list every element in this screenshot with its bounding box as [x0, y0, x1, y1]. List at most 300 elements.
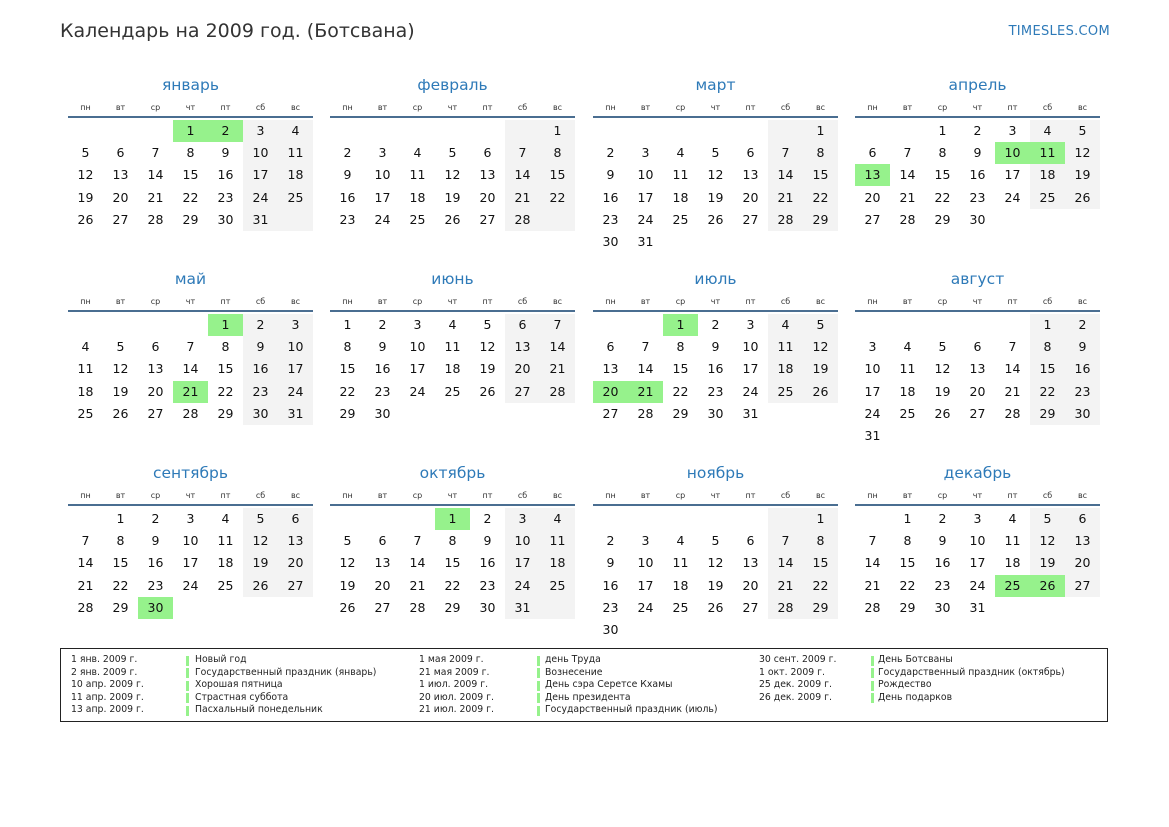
- month-name: ноябрь: [686, 464, 745, 482]
- day-cell: 24: [182, 577, 199, 593]
- legend-date: 30 сент. 2009 г.: [759, 654, 837, 665]
- day-cell: 28: [182, 405, 199, 421]
- day-cell: 28: [637, 405, 654, 421]
- day-cell: 18: [549, 555, 566, 571]
- day-cell: 5: [256, 511, 265, 526]
- day-cell: 30: [602, 622, 619, 637]
- day-cell: 20: [1074, 555, 1091, 571]
- legend-holiday-name: День подарков: [878, 691, 953, 703]
- day-cell: 27: [1074, 577, 1091, 593]
- brand-link[interactable]: TIMESLES.COM: [1008, 24, 1110, 39]
- day-cell: 18: [444, 361, 461, 377]
- day-cell: 26: [252, 577, 269, 593]
- day-cell: 22: [934, 189, 951, 205]
- day-cell: 28: [1004, 405, 1021, 421]
- day-cell: 11: [1004, 533, 1021, 549]
- day-cell: 17: [514, 555, 531, 571]
- day-cell: 10: [287, 339, 304, 355]
- weekday-label: ср: [675, 103, 686, 112]
- day-cell: 25: [409, 211, 426, 227]
- day-cell: 30: [217, 211, 234, 227]
- holiday-day-cell: 20: [593, 381, 628, 403]
- weekday-label: вт: [902, 103, 913, 112]
- day-cell: 5: [116, 339, 125, 355]
- day-cell: 12: [444, 167, 461, 183]
- day-cell: 2: [938, 511, 947, 526]
- legend-marker: [537, 656, 540, 666]
- day-cell: 29: [112, 599, 129, 615]
- day-cell: 30: [934, 599, 951, 615]
- day-cell: 28: [514, 211, 531, 227]
- legend-holiday-name: Новый год: [195, 654, 247, 665]
- day-cell: 9: [938, 533, 947, 549]
- weekday-label: чт: [972, 103, 983, 112]
- day-cell: 13: [374, 555, 391, 571]
- legend-date: 1 июл. 2009 г.: [419, 679, 489, 690]
- day-cell: 19: [444, 189, 461, 205]
- day-cell: 9: [483, 533, 492, 549]
- day-cell: 28: [899, 211, 916, 227]
- day-cell: 7: [781, 145, 790, 161]
- legend-marker: [186, 706, 189, 716]
- day-cell: 27: [287, 577, 304, 593]
- day-cell: 6: [151, 339, 160, 355]
- legend-holiday-name: Страстная суббота: [195, 691, 289, 703]
- legend-holiday-name: Государственный праздник (июль): [545, 704, 718, 715]
- legend-date: 1 янв. 2009 г.: [71, 654, 138, 665]
- day-cell: 16: [602, 189, 619, 205]
- legend-date: 25 дек. 2009 г.: [759, 679, 832, 690]
- weekday-label: ср: [675, 297, 686, 306]
- weekday-label: чт: [710, 297, 721, 306]
- weekday-label: вс: [815, 103, 826, 112]
- day-cell: 10: [514, 533, 531, 549]
- day-cell: 26: [707, 211, 724, 227]
- month-name: декабрь: [943, 464, 1012, 482]
- day-cell: 22: [812, 189, 829, 205]
- month-divider: [855, 116, 1100, 118]
- weekday-label: пт: [1007, 297, 1018, 306]
- weekday-label: вс: [290, 103, 301, 112]
- legend-date: 13 апр. 2009 г.: [71, 704, 144, 715]
- day-cell: 13: [969, 361, 986, 377]
- weekday-label: пн: [80, 103, 91, 112]
- day-cell: 13: [514, 339, 531, 355]
- day-cell: 2: [256, 317, 265, 332]
- day-cell: 18: [899, 383, 916, 399]
- month-divider: [330, 116, 575, 118]
- day-cell: 27: [602, 405, 619, 421]
- legend-date: 1 мая 2009 г.: [419, 654, 484, 665]
- day-cell: 21: [777, 189, 794, 205]
- day-cell: 11: [672, 555, 689, 571]
- day-cell: 3: [1008, 123, 1017, 138]
- day-cell: 24: [637, 599, 654, 615]
- day-cell: 10: [637, 167, 654, 183]
- day-cell: 1: [116, 511, 125, 526]
- holiday-day-cell: 21: [173, 381, 208, 403]
- holiday-day-cell: 1: [435, 508, 470, 530]
- day-cell: 19: [77, 189, 94, 205]
- legend-holiday-name: Государственный праздник (октябрь): [878, 666, 1065, 678]
- day-cell: 25: [217, 577, 234, 593]
- month-divider: [68, 504, 313, 506]
- holiday-day-cell: 2: [208, 120, 243, 142]
- weekday-label: пн: [867, 297, 878, 306]
- day-cell: 27: [969, 405, 986, 421]
- day-cell: 3: [973, 511, 982, 526]
- day-cell: 4: [903, 339, 912, 355]
- day-cell: 23: [969, 189, 986, 205]
- day-cell: 17: [287, 361, 304, 377]
- day-cell: 17: [637, 577, 654, 593]
- weekday-label: вс: [815, 491, 826, 500]
- holiday-day-cell: 13: [855, 164, 890, 186]
- weekday-label: вт: [902, 491, 913, 500]
- day-cell: 2: [973, 123, 982, 138]
- day-cell: 21: [1004, 383, 1021, 399]
- day-cell: 19: [252, 555, 269, 571]
- day-cell: 14: [1004, 361, 1021, 377]
- legend-marker: [186, 681, 189, 691]
- weekday-label: вт: [640, 491, 651, 500]
- month-name: июнь: [431, 270, 474, 288]
- day-cell: 1: [938, 123, 947, 138]
- legend-marker: [186, 656, 189, 666]
- day-cell: 6: [746, 533, 755, 549]
- day-cell: 25: [444, 383, 461, 399]
- day-cell: 14: [864, 555, 881, 571]
- weekday-label: пт: [220, 491, 231, 500]
- day-cell: 15: [444, 555, 461, 571]
- legend-holiday-name: Государственный праздник (январь): [195, 666, 377, 678]
- day-cell: 26: [707, 599, 724, 615]
- day-cell: 23: [934, 577, 951, 593]
- weekday-label: ср: [937, 297, 948, 306]
- day-cell: 18: [1004, 555, 1021, 571]
- legend-marker: [871, 693, 874, 703]
- day-cell: 25: [549, 577, 566, 593]
- legend-holiday-name: День президента: [545, 691, 631, 703]
- day-cell: 19: [479, 361, 496, 377]
- weekday-label: пт: [482, 103, 493, 112]
- day-cell: 17: [1004, 167, 1021, 183]
- weekday-label: вс: [552, 103, 563, 112]
- weekday-label: вт: [377, 297, 388, 306]
- day-cell: 3: [291, 317, 300, 332]
- day-cell: 23: [602, 211, 619, 227]
- day-cell: 14: [549, 339, 566, 355]
- day-cell: 2: [151, 511, 160, 526]
- day-cell: 2: [483, 511, 492, 526]
- day-cell: 19: [707, 577, 724, 593]
- day-cell: 13: [742, 555, 759, 571]
- day-cell: 30: [602, 234, 619, 249]
- holiday-day-cell: 11: [1030, 142, 1065, 164]
- day-cell: 14: [777, 555, 794, 571]
- weekday-label: пт: [482, 297, 493, 306]
- day-cell: 7: [186, 339, 195, 355]
- day-cell: 15: [812, 167, 829, 183]
- day-cell: 20: [514, 361, 531, 377]
- weekday-label: сб: [780, 491, 791, 500]
- day-cell: 5: [711, 533, 720, 549]
- day-cell: 6: [868, 145, 877, 161]
- day-cell: 9: [606, 555, 615, 571]
- day-cell: 16: [252, 361, 269, 377]
- day-cell: 24: [637, 211, 654, 227]
- day-cell: 23: [217, 189, 234, 205]
- day-cell: 6: [518, 317, 527, 332]
- day-cell: 2: [1078, 317, 1087, 332]
- day-cell: 15: [182, 167, 199, 183]
- holiday-day-cell: 10: [995, 142, 1030, 164]
- weekday-label: вт: [377, 103, 388, 112]
- weekday-label: сб: [780, 103, 791, 112]
- weekday-label: вт: [115, 103, 126, 112]
- day-cell: 11: [672, 167, 689, 183]
- day-cell: 2: [606, 533, 615, 549]
- day-cell: 5: [711, 145, 720, 161]
- month-divider: [593, 504, 838, 506]
- day-cell: 12: [77, 167, 94, 183]
- day-cell: 9: [711, 339, 720, 355]
- day-cell: 11: [287, 145, 304, 161]
- weekday-label: вс: [1077, 491, 1088, 500]
- weekday-label: сб: [780, 297, 791, 306]
- weekday-label: сб: [255, 103, 266, 112]
- day-cell: 20: [479, 189, 496, 205]
- day-cell: 16: [217, 167, 234, 183]
- day-cell: 15: [339, 361, 356, 377]
- weekday-label: вс: [552, 491, 563, 500]
- day-cell: 15: [217, 361, 234, 377]
- day-cell: 20: [864, 189, 881, 205]
- day-cell: 12: [934, 361, 951, 377]
- day-cell: 24: [252, 189, 269, 205]
- day-cell: 20: [969, 383, 986, 399]
- day-cell: 15: [899, 555, 916, 571]
- day-cell: 5: [81, 145, 90, 161]
- day-cell: 8: [816, 533, 825, 549]
- day-cell: 10: [252, 145, 269, 161]
- day-cell: 8: [1043, 339, 1052, 355]
- weekday-label: вт: [115, 491, 126, 500]
- weekday-label: ср: [675, 491, 686, 500]
- weekday-label: чт: [447, 491, 458, 500]
- weekday-label: сб: [517, 297, 528, 306]
- day-cell: 7: [903, 145, 912, 161]
- day-cell: 23: [339, 211, 356, 227]
- day-cell: 1: [1043, 317, 1052, 332]
- day-cell: 17: [742, 361, 759, 377]
- day-cell: 5: [448, 145, 457, 161]
- day-cell: 18: [777, 361, 794, 377]
- day-cell: 8: [903, 533, 912, 549]
- weekday-label: пн: [867, 491, 878, 500]
- weekday-label: сб: [517, 103, 528, 112]
- day-cell: 17: [637, 189, 654, 205]
- legend-date: 1 окт. 2009 г.: [759, 666, 825, 678]
- day-cell: 18: [1039, 167, 1056, 183]
- day-cell: 29: [182, 211, 199, 227]
- legend-marker: [871, 656, 874, 666]
- day-cell: 12: [707, 555, 724, 571]
- holiday-day-cell: 1: [663, 314, 698, 336]
- day-cell: 16: [479, 555, 496, 571]
- day-cell: 14: [777, 167, 794, 183]
- day-cell: 4: [1043, 123, 1052, 138]
- month-name: январь: [161, 76, 220, 94]
- day-cell: 4: [221, 511, 230, 526]
- day-cell: 22: [549, 189, 566, 205]
- day-cell: 18: [287, 167, 304, 183]
- legend-holiday-name: Хорошая пятница: [195, 679, 283, 690]
- day-cell: 9: [343, 167, 352, 183]
- day-cell: 8: [816, 145, 825, 161]
- day-cell: 20: [742, 577, 759, 593]
- legend-marker: [537, 693, 540, 703]
- weekday-label: пт: [220, 103, 231, 112]
- day-cell: 19: [934, 383, 951, 399]
- holiday-day-cell: 21: [628, 381, 663, 403]
- day-cell: 31: [864, 428, 881, 443]
- day-cell: 28: [147, 211, 164, 227]
- holiday-day-cell: 1: [208, 314, 243, 336]
- day-cell: 27: [147, 405, 164, 421]
- day-cell: 18: [672, 189, 689, 205]
- day-cell: 20: [147, 383, 164, 399]
- day-cell: 31: [252, 211, 269, 227]
- day-cell: 14: [409, 555, 426, 571]
- day-cell: 25: [672, 211, 689, 227]
- legend-holiday-name: Рождество: [878, 679, 932, 690]
- weekday-label: сб: [1042, 103, 1053, 112]
- day-cell: 1: [903, 511, 912, 526]
- day-cell: 26: [339, 599, 356, 615]
- day-cell: 12: [252, 533, 269, 549]
- day-cell: 24: [374, 211, 391, 227]
- day-cell: 12: [112, 361, 129, 377]
- day-cell: 30: [479, 599, 496, 615]
- legend-holiday-name: Вознесение: [545, 666, 603, 678]
- weekday-label: вс: [552, 297, 563, 306]
- day-cell: 22: [899, 577, 916, 593]
- day-cell: 8: [186, 145, 195, 161]
- day-cell: 24: [514, 577, 531, 593]
- weekday-label: чт: [972, 297, 983, 306]
- day-cell: 9: [1078, 339, 1087, 355]
- weekday-label: чт: [972, 491, 983, 500]
- day-cell: 7: [151, 145, 160, 161]
- day-cell: 26: [479, 383, 496, 399]
- day-cell: 12: [1074, 145, 1091, 161]
- day-cell: 26: [1074, 189, 1091, 205]
- day-cell: 14: [514, 167, 531, 183]
- day-cell: 24: [409, 383, 426, 399]
- weekday-label: вс: [290, 297, 301, 306]
- day-cell: 10: [637, 555, 654, 571]
- day-cell: 13: [287, 533, 304, 549]
- day-cell: 29: [444, 599, 461, 615]
- weekday-label: вт: [640, 103, 651, 112]
- month-name: май: [174, 270, 207, 288]
- day-cell: 21: [777, 577, 794, 593]
- day-cell: 8: [676, 339, 685, 355]
- day-cell: 22: [217, 383, 234, 399]
- day-cell: 17: [252, 167, 269, 183]
- day-cell: 18: [217, 555, 234, 571]
- day-cell: 5: [1043, 511, 1052, 526]
- day-cell: 6: [1078, 511, 1087, 526]
- day-cell: 13: [147, 361, 164, 377]
- weekday-label: пт: [1007, 103, 1018, 112]
- weekday-label: вт: [377, 491, 388, 500]
- day-cell: 5: [938, 339, 947, 355]
- month-name: октябрь: [419, 464, 486, 482]
- weekday-label: ср: [937, 103, 948, 112]
- day-cell: 7: [868, 533, 877, 549]
- weekday-label: чт: [447, 103, 458, 112]
- month-divider: [68, 310, 313, 312]
- day-cell: 27: [864, 211, 881, 227]
- day-cell: 20: [287, 555, 304, 571]
- day-cell: 22: [672, 383, 689, 399]
- weekday-label: вс: [815, 297, 826, 306]
- day-cell: 15: [812, 555, 829, 571]
- day-cell: 17: [409, 361, 426, 377]
- day-cell: 12: [707, 167, 724, 183]
- day-cell: 3: [413, 317, 422, 332]
- weekday-label: чт: [710, 103, 721, 112]
- day-cell: 13: [742, 167, 759, 183]
- day-cell: 12: [339, 555, 356, 571]
- day-cell: 27: [742, 211, 759, 227]
- day-cell: 27: [112, 211, 129, 227]
- day-cell: 10: [864, 361, 881, 377]
- day-cell: 5: [483, 317, 492, 332]
- day-cell: 29: [339, 405, 356, 421]
- month-name: июль: [694, 270, 737, 288]
- day-cell: 28: [777, 599, 794, 615]
- legend-holiday-name: день Труда: [545, 654, 601, 665]
- day-cell: 6: [483, 145, 492, 161]
- day-cell: 27: [479, 211, 496, 227]
- day-cell: 13: [112, 167, 129, 183]
- day-cell: 17: [864, 383, 881, 399]
- day-cell: 26: [934, 405, 951, 421]
- day-cell: 11: [217, 533, 234, 549]
- day-cell: 30: [969, 211, 986, 227]
- day-cell: 12: [479, 339, 496, 355]
- weekday-label: пн: [80, 491, 91, 500]
- day-cell: 18: [672, 577, 689, 593]
- day-cell: 2: [343, 145, 352, 161]
- holiday-day-cell: 25: [995, 575, 1030, 597]
- day-cell: 31: [514, 599, 531, 615]
- day-cell: 21: [409, 577, 426, 593]
- legend-date: 26 дек. 2009 г.: [759, 691, 832, 703]
- day-cell: 27: [514, 383, 531, 399]
- month-name: апрель: [948, 76, 1007, 94]
- weekday-label: пт: [220, 297, 231, 306]
- day-cell: 14: [182, 361, 199, 377]
- weekday-label: пт: [482, 491, 493, 500]
- day-cell: 22: [1039, 383, 1056, 399]
- day-cell: 30: [252, 405, 269, 421]
- day-cell: 23: [147, 577, 164, 593]
- day-cell: 8: [938, 145, 947, 161]
